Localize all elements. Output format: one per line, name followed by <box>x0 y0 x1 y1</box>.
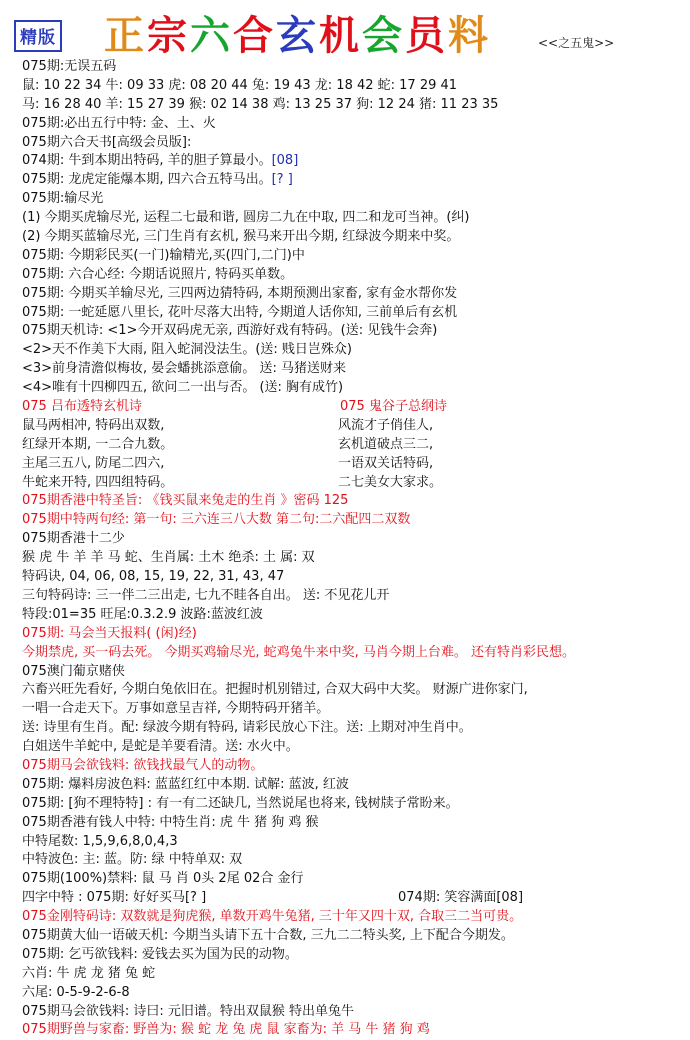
line-segment: 075期中特两句经: 第一句: 三六连三八大数 第二句:二六配四二双数 <box>22 512 411 528</box>
second-column-text: 风流才子俏佳人, <box>338 417 434 433</box>
text-line <box>22 247 672 266</box>
text-line <box>22 209 672 228</box>
title-char: 料 <box>448 12 491 59</box>
line-segment: 六肖: 牛 虎 龙 猪 兔 蛇 <box>22 965 156 981</box>
line-segment: 075澳门葡京赌侠 <box>22 663 125 679</box>
line-segment: (闲) <box>155 625 179 641</box>
line-segment: 六尾: 0-5-9-2-6-8 <box>22 984 130 1000</box>
line-segment: <4>唯有十四柳四五, 欲问二一出与否。 (送: 胸有成竹) <box>22 380 344 396</box>
line-segment: 075期: 马会当天报料( <box>22 625 156 641</box>
text-line <box>22 719 672 738</box>
line-segment: 075期香港十二少 <box>22 531 125 547</box>
line-segment: 075期(100%)禁料: 鼠 马 肖 0头 2尾 02合 金行 <box>22 871 304 887</box>
line-segment: [08] <box>271 153 299 169</box>
line-segment: 鼠: 10 22 34 牛: 09 33 虎: 08 20 44 兔: 19 43 龙: 18 42 蛇: 17 29 41 <box>22 77 458 93</box>
page-subtitle: <<之五鬼>> <box>538 36 615 50</box>
line-segment: 特码诀, 04, 06, 08, 15, 19, 22, 31, 43, 47 <box>22 569 285 585</box>
text-line <box>22 266 672 285</box>
line-segment: 中特尾数: 1,5,9,6,8,0,4,3 <box>22 833 178 849</box>
text-line <box>22 851 672 870</box>
page-title <box>104 4 491 61</box>
text-line <box>22 908 672 927</box>
title-char: 宗 <box>147 12 190 59</box>
line-segment: 马: 16 28 40 羊: 15 27 39 猴: 02 14 38 鸡: 13 25 37 狗: 12 24 猪: 11 23 35 <box>22 96 499 112</box>
text-line <box>22 681 672 700</box>
line-segment: <2>天不作美下大雨, 阻入蛇洞没法生。(送: 贱日岂殊众) <box>22 342 352 358</box>
second-column-text: 074期: 笑容满面[08] <box>398 890 524 906</box>
line-segment: 075期: 龙虎定能爆本期, 四六合五特马出。 <box>22 172 272 188</box>
line-segment: (1) 今期买虎输尽光, 运程二七最和谐, 圆房二九在中取, 四二和龙可当神。(纠) <box>22 210 470 226</box>
line-segment: 牛蛇来开特, 四四组特码。 <box>22 474 174 490</box>
line-segment: [? ] <box>271 172 293 188</box>
line-segment: 鼠马两相冲, 特码出双数, <box>22 417 165 433</box>
text-line <box>22 228 672 247</box>
line-segment: <3>前身清澹似梅妆, 晏会蟠挑添意偷。 送: 马猪送财来 <box>22 361 346 377</box>
line-segment: 猴 虎 牛 羊 羊 马 蛇、生肖属: 土木 绝杀: 土 属: 双 <box>22 550 315 566</box>
text-line <box>22 700 672 719</box>
text-line <box>22 492 672 511</box>
line-segment: 075期:必出五行中特: 金、土、火 <box>22 115 216 131</box>
line-segment: 075期香港有钱人中特: 中特生肖: 虎 牛 猪 狗 鸡 猴 <box>22 814 319 830</box>
line-segment: 075 吕布透特玄机诗 <box>22 399 142 415</box>
text-line <box>22 757 672 776</box>
text-line <box>22 304 672 323</box>
title-char: 机 <box>319 12 362 59</box>
line-segment: 075期:无误五码 <box>22 59 117 74</box>
text-line <box>22 455 672 474</box>
text-line <box>22 1003 672 1022</box>
text-line <box>22 285 672 304</box>
text-line <box>22 568 672 587</box>
line-segment: 送: 诗里有生肖。配: 绿波今期有特码, 请彩民放心下注。送: 上期对冲生肖中。 <box>22 720 472 736</box>
line-segment: 075期: 乞丐欲钱料: 爱钱去买为国为民的动物。 <box>22 946 298 962</box>
text-line <box>22 77 672 96</box>
line-segment: 075金刚特码诗: 双数就是狗虎猴, 单数开鸡牛兔猪, 三十年又四十双, 合取三二当可贵。 <box>22 909 523 925</box>
second-column-text: 玄机道破点三二, <box>338 436 434 452</box>
text-line <box>22 738 672 757</box>
line-segment: 红绿开本期, 一二合九数。 <box>22 436 174 452</box>
text-line <box>22 965 672 984</box>
text-line <box>22 417 672 436</box>
text-line <box>22 58 672 77</box>
line-segment: 075期黄大仙一语破天机: 今期当头请下五十合数, 三九二二特头奖, 上下配合今期发。 <box>22 927 514 943</box>
text-line <box>22 663 672 682</box>
line-segment: 075期马会欲钱料: 诗曰: 元旧谱。特出双鼠猴 特出单兔牛 <box>22 1003 354 1019</box>
title-char: 正 <box>104 12 147 59</box>
text-line <box>22 379 672 398</box>
text-line <box>22 927 672 946</box>
text-line <box>22 360 672 379</box>
text-line <box>22 625 672 644</box>
title-char: 会 <box>362 12 405 59</box>
text-line <box>22 511 672 530</box>
text-line <box>22 96 672 115</box>
text-line <box>22 833 672 852</box>
line-segment: 主尾三五八, 防尾二四六, <box>22 455 165 471</box>
title-char: 员 <box>405 12 448 59</box>
line-segment: 075期: 爆料房波色料: 蓝蓝红红中本期. 试解: 蓝波, 红波 <box>22 776 349 792</box>
text-line <box>22 436 672 455</box>
line-segment: 075期天机诗: <1>今开双码虎无亲, 西游好戏有特码。(送: 见钱牛会奔) <box>22 323 438 339</box>
forecast-content <box>22 58 672 1040</box>
line-segment: 今期禁虎, 买一码去死。 今期买鸡输尽光, 蛇鸡兔牛来中奖, 马肖今期上台难。 还有特肖彩民想。 <box>22 644 576 660</box>
text-line <box>22 606 672 625</box>
line-segment: 六畜兴旺先看好, 今期白兔依旧在。把握时机别错过, 合双大码中大奖。 财源广进你家门, <box>22 682 528 698</box>
line-segment: 075期: 一蛇延愿八里长, 花叶尽落大出特, 今期道人话你知, 三前单后有玄机 <box>22 304 458 320</box>
line-segment: 075期: 今期买羊输尽光, 三四两边猜特码, 本期预测出家畜, 家有金水帮你发 <box>22 285 458 301</box>
text-line <box>22 587 672 606</box>
line-segment: 075期: 今期彩民买(一门)输精光,买(四门,二门)中 <box>22 247 305 263</box>
text-line <box>22 549 672 568</box>
second-column-text: 二七美女大家求。 <box>338 474 443 490</box>
second-column-text: 075 鬼谷子总纲诗 <box>340 399 447 415</box>
text-line <box>22 190 672 209</box>
edition-badge: 精版 <box>14 20 62 52</box>
line-segment: 三句特码诗: 三一伴二三出走, 七九不眭各自出。 送: 不见花儿开 <box>22 587 390 603</box>
line-segment: 经) <box>178 625 197 641</box>
line-segment: 四字中特 : 075期: 好好买马[? ] <box>22 890 207 906</box>
text-line <box>22 795 672 814</box>
line-segment: 075期: 六合心经: 今期话说照片, 特码买单数。 <box>22 266 294 282</box>
text-line <box>22 134 672 153</box>
title-char: 玄 <box>276 12 319 59</box>
text-line <box>22 171 672 190</box>
line-segment: 075期:输尽光 <box>22 191 104 207</box>
text-line <box>22 814 672 833</box>
text-line <box>22 152 672 171</box>
line-segment: 075期六合天书[高级会员版]: <box>22 134 192 150</box>
line-segment: (2) 今期买蓝输尽光, 三门生肖有玄机, 猴马来开出今期, 红绿波今期来中奖。 <box>22 229 460 245</box>
line-segment: 白姐送牛羊蛇中, 是蛇是羊要看清。送: 水火中。 <box>22 739 299 755</box>
text-line <box>22 398 672 417</box>
text-line <box>22 984 672 1003</box>
title-char: 六 <box>190 12 233 59</box>
text-line <box>22 889 672 908</box>
line-segment: 一唱一合走天下。万事如意呈吉祥, 今期特码开猪羊。 <box>22 701 330 717</box>
text-line <box>22 341 672 360</box>
line-segment: 075期野兽与家畜: 野兽为: 猴 蛇 龙 兔 虎 鼠 家畜为: 羊 马 牛 猪 狗 鸡 <box>22 1022 430 1038</box>
second-column-text: 一语双关话特码, <box>338 455 434 471</box>
line-segment: 075期香港中特圣旨: 《钱买鼠来兔走的生肖 》密码 125 <box>22 493 349 509</box>
text-line <box>22 474 672 493</box>
title-char: 合 <box>233 12 276 59</box>
line-segment: 075期马会欲钱料: 欲钱找最气人的动物。 <box>22 757 264 773</box>
line-segment: 075期: [狗不理特特] : 有一有二还缺几, 当然说尾也将来, 钱树牍子常盼来。 <box>22 795 459 811</box>
text-line <box>22 644 672 663</box>
text-line <box>22 776 672 795</box>
text-line <box>22 1021 672 1040</box>
text-line <box>22 115 672 134</box>
text-line <box>22 870 672 889</box>
line-segment: 特段:01=35 旺尾:0.3.2.9 波路:蓝波红波 <box>22 606 263 622</box>
line-segment: 中特波色: 主: 蓝。防: 绿 中特单双: 双 <box>22 852 243 868</box>
text-line <box>22 946 672 965</box>
text-line <box>22 530 672 549</box>
text-line <box>22 322 672 341</box>
line-segment: 074期: 牛到本期出特码, 羊的胆子算最小。 <box>22 153 272 169</box>
